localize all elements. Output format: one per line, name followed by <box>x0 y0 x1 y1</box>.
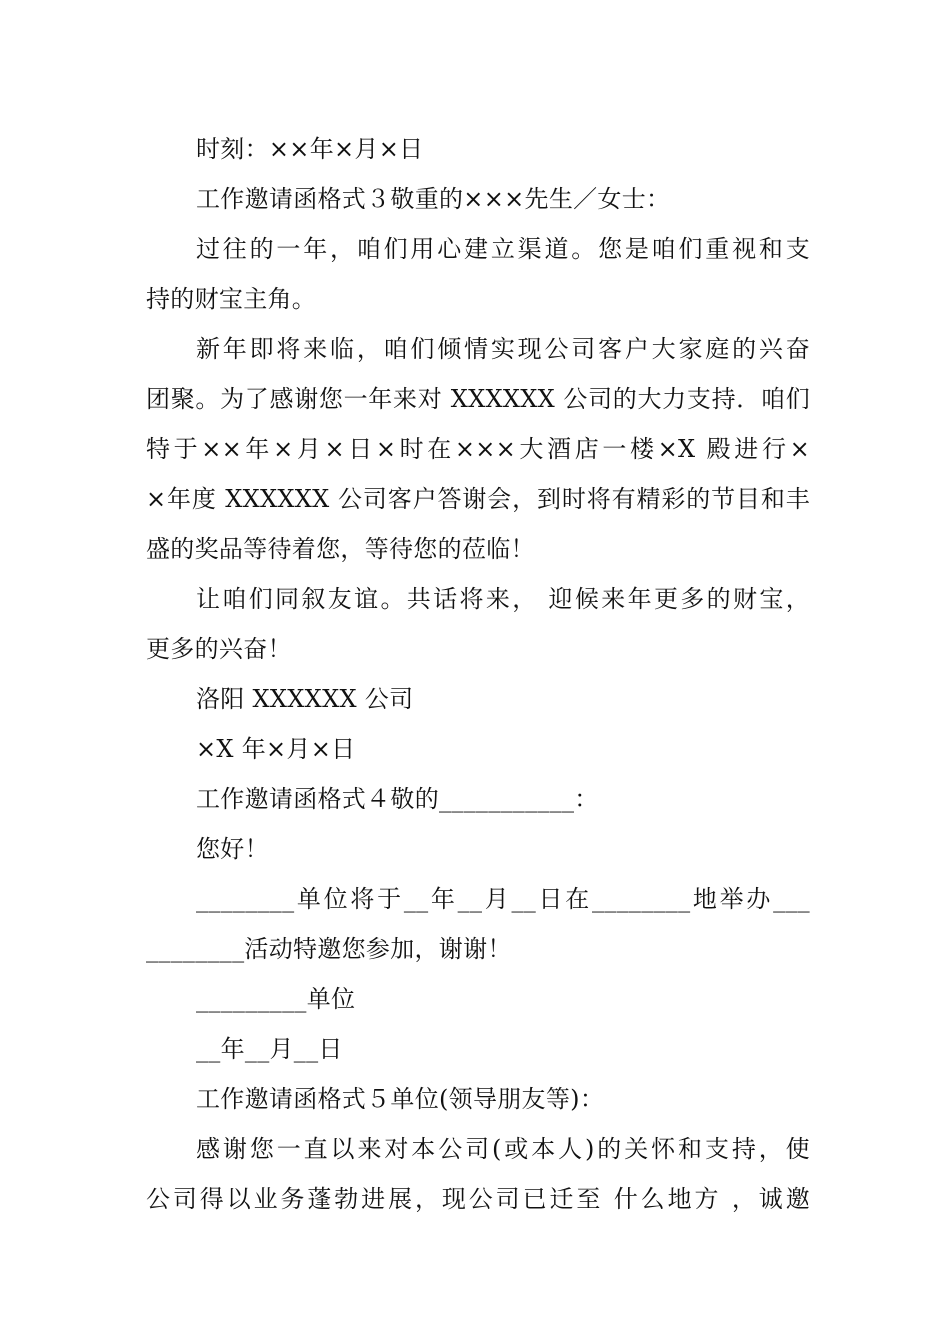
section-heading-5: 工作邀请函格式５单位(领导朋友等)： <box>196 1085 605 1113</box>
paragraph-line: 让咱们同叙友谊。共话将来， 迎候来年更多的财宝， <box>196 585 810 613</box>
paragraph-line: 特于××年×月×日×时在×××大酒店一楼×X 殿进行× <box>146 435 810 463</box>
signature-unit: _________单位 <box>196 985 356 1013</box>
paragraph-line: 盛的奖品等待着您，等待您的莅临！ <box>146 535 535 563</box>
signature-date: ×X 年×月×日 <box>196 735 356 763</box>
paragraph-line: 更多的兴奋！ <box>146 635 292 663</box>
section-heading-4: 工作邀请函格式４敬的___________： <box>196 785 599 813</box>
paragraph-line: ________单位将于__年__月__日在________地举办___ <box>196 885 810 913</box>
paragraph-line: 持的财宝主角。 <box>146 285 317 313</box>
signature-date: __年__月__日 <box>196 1035 343 1063</box>
section-heading-3: 工作邀请函格式３敬重的×××先生／女士： <box>196 185 671 213</box>
paragraph-line: 感谢您一直以来对本公司(或本人)的关怀和支持，使 <box>196 1135 810 1163</box>
paragraph-line: 新年即将来临，咱们倾情实现公司客户大家庭的兴奋 <box>196 335 810 363</box>
greeting-line: 您好！ <box>196 835 269 863</box>
paragraph-line: ________活动特邀您参加，谢谢！ <box>146 935 512 963</box>
paragraph-line: 公司得以业务蓬勃进展，现公司已迁至 什么地方 ，诚邀 <box>146 1185 810 1213</box>
paragraph-line: ×年度 XXXXXX 公司客户答谢会，到时将有精彩的节目和丰 <box>146 485 810 513</box>
signature-company: 洛阳 XXXXXX 公司 <box>196 685 414 713</box>
paragraph-line: 团聚。为了感谢您一年来对 XXXXXX 公司的大力支持．咱们 <box>146 385 810 413</box>
date-line: 时刻：××年×月×日 <box>196 135 424 163</box>
paragraph-line: 过往的一年，咱们用心建立渠道。您是咱们重视和支 <box>196 235 810 263</box>
